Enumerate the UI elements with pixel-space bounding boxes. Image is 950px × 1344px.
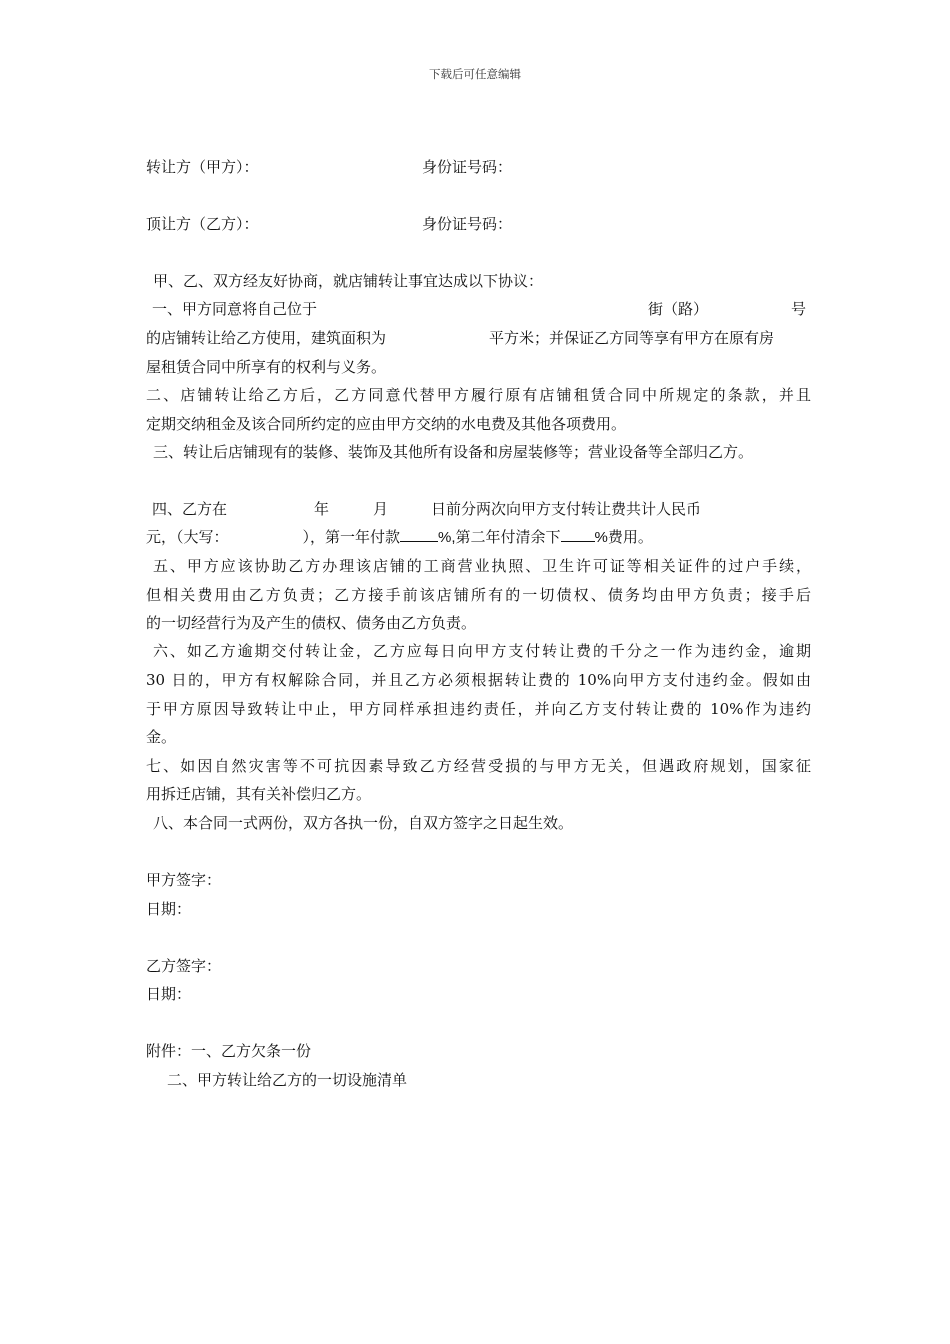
attachment-line-1: 附件：一、乙方欠条一份 [146, 1042, 312, 1060]
party-b-signature-label: 乙方签字： [146, 957, 222, 975]
clause-4-year: 年 [314, 500, 330, 518]
clause-6-line-1: 六、如乙方逾期交付转让金，乙方应每日向甲方支付转让费的千分之一作为违约金，逾期 [153, 642, 811, 660]
party-b-date-label: 日期： [146, 985, 192, 1003]
clause-1-line-1 [146, 299, 811, 319]
party-b-id-label: 身份证号码： [422, 215, 513, 233]
clause-1-line-2 [146, 328, 811, 348]
clause-8-line: 八、本合同一式两份，双方各执一份，自双方签字之日起生效。 [153, 814, 574, 832]
clause-6-line-4: 金。 [146, 728, 177, 746]
clause-1-street: 街（路） [648, 300, 709, 318]
page-header: 下载后可任意编辑 [429, 67, 521, 81]
clause-1-area-unit: 平方米；并保证乙方同等享有甲方在原有房 [489, 329, 775, 347]
party-a-date-label: 日期： [146, 900, 192, 918]
clause-1-location: 一、甲方同意将自己位于 [152, 300, 318, 318]
first-payment-blank [400, 527, 438, 542]
clause-4-payment: 日前分两次向甲方支付转让费共计人民币 [431, 500, 702, 518]
clause-2-line-2: 定期交纳租金及该合同所约定的应由甲方交纳的水电费及其他各项费用。 [146, 415, 627, 433]
clause-7-line-1: 七、如因自然灾害等不可抗因素导致乙方经营受损的与甲方无关，但遇政府规划，国家征 [146, 757, 811, 775]
party-b-label: 顶让方（乙方）： [146, 215, 259, 233]
clause-4-line-1 [146, 499, 811, 519]
intro-line: 甲、乙、双方经友好协商，就店铺转让事宜达成以下协议： [153, 272, 544, 290]
clause-3-line: 三、转让后店铺现有的装修、装饰及其他所有设备和房屋装修等；营业设备等全部归乙方。 [153, 443, 754, 461]
clause-4-fee: %费用。 [594, 529, 653, 546]
clause-5-line-2: 但相关费用由乙方负责；乙方接手前该店铺所有的一切债权、债务均由甲方负责；接手后 [146, 586, 811, 604]
clause-2-line-1: 二、店铺转让给乙方后，乙方同意代替甲方履行原有店铺租赁合同中所规定的条款，并且 [146, 386, 811, 404]
clause-4-line-2 [146, 527, 811, 548]
clause-4-intro: 四、乙方在 [152, 500, 228, 518]
attachment-line-2: 二、甲方转让给乙方的一切设施清单 [167, 1071, 408, 1089]
clause-6-line-3: 于甲方原因导致转让中止，甲方同样承担违约责任，并向乙方支付转让费的 10%作为违约 [146, 700, 811, 718]
clause-4-first-year: ），第一年付款 [302, 528, 401, 546]
clause-4-yuan: 元，（大写： [146, 528, 229, 546]
clause-7-line-2: 用拆迁店铺，其有关补偿归乙方。 [146, 785, 372, 803]
party-b-line [146, 214, 811, 234]
clause-5-line-3: 的一切经营行为及产生的债权、债务由乙方负责。 [146, 614, 477, 632]
party-a-line [146, 157, 811, 177]
party-a-label: 转让方（甲方）： [146, 158, 259, 176]
party-a-signature-label: 甲方签字： [146, 871, 222, 889]
clause-1-line-3: 屋租赁合同中所享有的权利与义务。 [146, 358, 387, 376]
clause-4-month: 月 [373, 500, 389, 518]
clause-5-line-1: 五、甲方应该协助乙方办理该店铺的工商营业执照、卫生许可证等相关证件的过户手续， [153, 557, 811, 575]
clause-6-line-2: 30 日的，甲方有权解除合同，并且乙方必须根据转让费的 10%向甲方支付违约金。假如由 [146, 671, 811, 689]
second-payment-blank [561, 527, 595, 542]
clause-1-number: 号 [791, 300, 807, 318]
clause-1-area-label: 的店铺转让给乙方使用，建筑面积为 [146, 329, 387, 347]
clause-4-second-year: %,第二年付清余下 [438, 529, 561, 546]
party-a-id-label: 身份证号码： [422, 158, 513, 176]
